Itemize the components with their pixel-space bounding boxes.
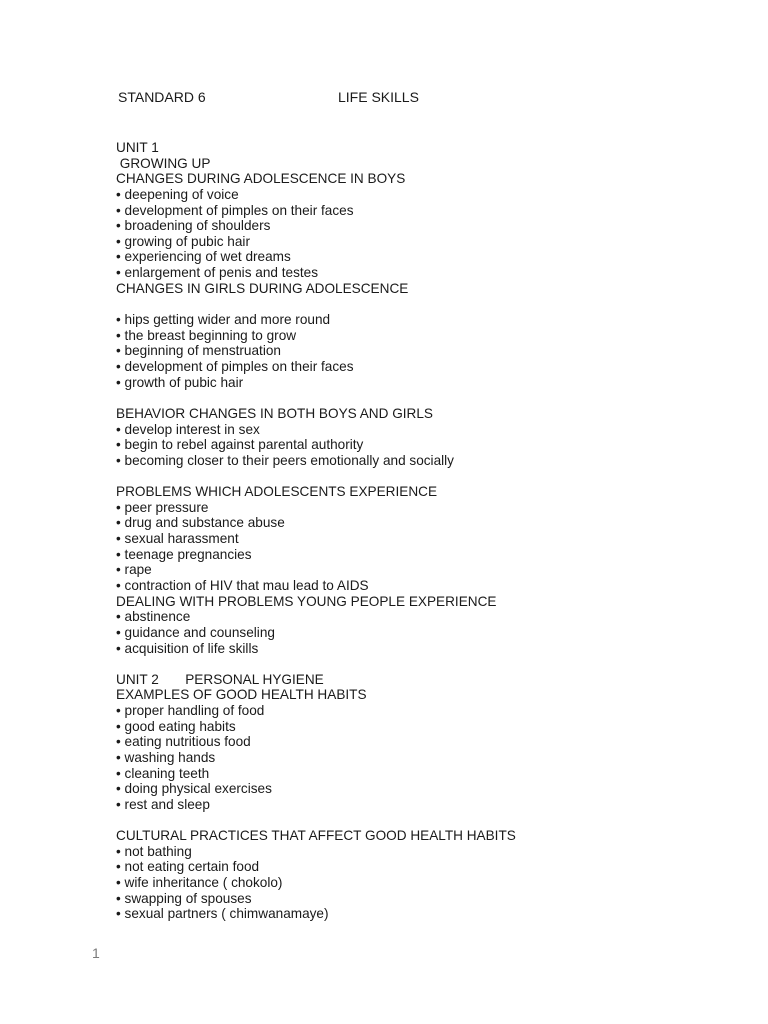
section-heading: CHANGES IN GIRLS DURING ADOLESCENCE xyxy=(116,280,409,296)
list-item: • rape xyxy=(116,562,152,578)
blank-line xyxy=(116,813,716,829)
list-item: • wife inheritance ( chokolo) xyxy=(116,875,283,891)
blank-line xyxy=(116,296,716,312)
list-item: • deepening of voice xyxy=(116,186,239,202)
section-heading: EXAMPLES OF GOOD HEALTH HABITS xyxy=(116,687,367,703)
list-item: • development of pimples on their faces xyxy=(116,202,354,218)
list-item: • doing physical exercises xyxy=(116,781,272,797)
list-item: • sexual partners ( chimwanamaye) xyxy=(116,906,329,922)
list-item: • peer pressure xyxy=(116,499,209,515)
page-number: 1 xyxy=(92,945,100,961)
section-heading: DEALING WITH PROBLEMS YOUNG PEOPLE EXPERIENCE xyxy=(116,593,497,609)
list-item: • acquisition of life skills xyxy=(116,640,259,656)
list-item: • contraction of HIV that mau lead to AIDS xyxy=(116,577,369,593)
blank-line xyxy=(116,468,716,484)
list-item: • sexual harassment xyxy=(116,531,239,547)
list-item: • rest and sleep xyxy=(116,796,210,812)
list-item: • experiencing of wet dreams xyxy=(116,249,291,265)
list-item: • the breast beginning to grow xyxy=(116,327,297,343)
section-heading: CHANGES DURING ADOLESCENCE IN BOYS xyxy=(116,171,406,187)
list-item: • becoming closer to their peers emotionally and socially xyxy=(116,452,454,468)
blank-line xyxy=(116,390,716,406)
list-item: • hips getting wider and more round xyxy=(116,312,331,328)
blank-line xyxy=(116,656,716,672)
list-item: • eating nutritious food xyxy=(116,734,251,750)
list-item: • begin to rebel against parental authority xyxy=(116,437,364,453)
list-item: • not eating certain food xyxy=(116,859,260,875)
list-item: • teenage pregnancies xyxy=(116,546,252,562)
list-item: • proper handling of food xyxy=(116,703,265,719)
section-heading: PROBLEMS WHICH ADOLESCENTS EXPERIENCE xyxy=(116,484,438,500)
list-item: • enlargement of penis and testes xyxy=(116,265,318,281)
section-heading: CULTURAL PRACTICES THAT AFFECT GOOD HEALTH HABITS xyxy=(116,828,516,844)
list-item: • drug and substance abuse xyxy=(116,515,285,531)
list-item: • broadening of shoulders xyxy=(116,218,271,234)
list-item: • growth of pubic hair xyxy=(116,374,244,390)
list-item: • good eating habits xyxy=(116,718,236,734)
section-heading: GROWING UP xyxy=(116,155,211,171)
page-header xyxy=(118,88,419,106)
section-heading: UNIT 2 PERSONAL HYGIENE xyxy=(116,671,324,687)
list-item: • develop interest in sex xyxy=(116,421,260,437)
list-item: • development of pimples on their faces xyxy=(116,358,354,374)
section-heading: UNIT 1 xyxy=(116,140,159,155)
list-item: • cleaning teeth xyxy=(116,765,210,781)
list-item: • growing of pubic hair xyxy=(116,233,250,249)
list-item: • guidance and counseling xyxy=(116,624,275,640)
list-item: • abstinence xyxy=(116,609,191,625)
section-heading: BEHAVIOR CHANGES IN BOTH BOYS AND GIRLS xyxy=(116,405,434,421)
grade-label: STANDARD 6 xyxy=(118,89,206,105)
list-item: • washing hands xyxy=(116,749,216,765)
subject-label: LIFE SKILLS xyxy=(338,89,419,105)
document-body xyxy=(116,140,716,922)
list-item: • not bathing xyxy=(116,843,192,859)
list-item: • beginning of menstruation xyxy=(116,343,281,359)
list-item: • swapping of spouses xyxy=(116,890,252,906)
